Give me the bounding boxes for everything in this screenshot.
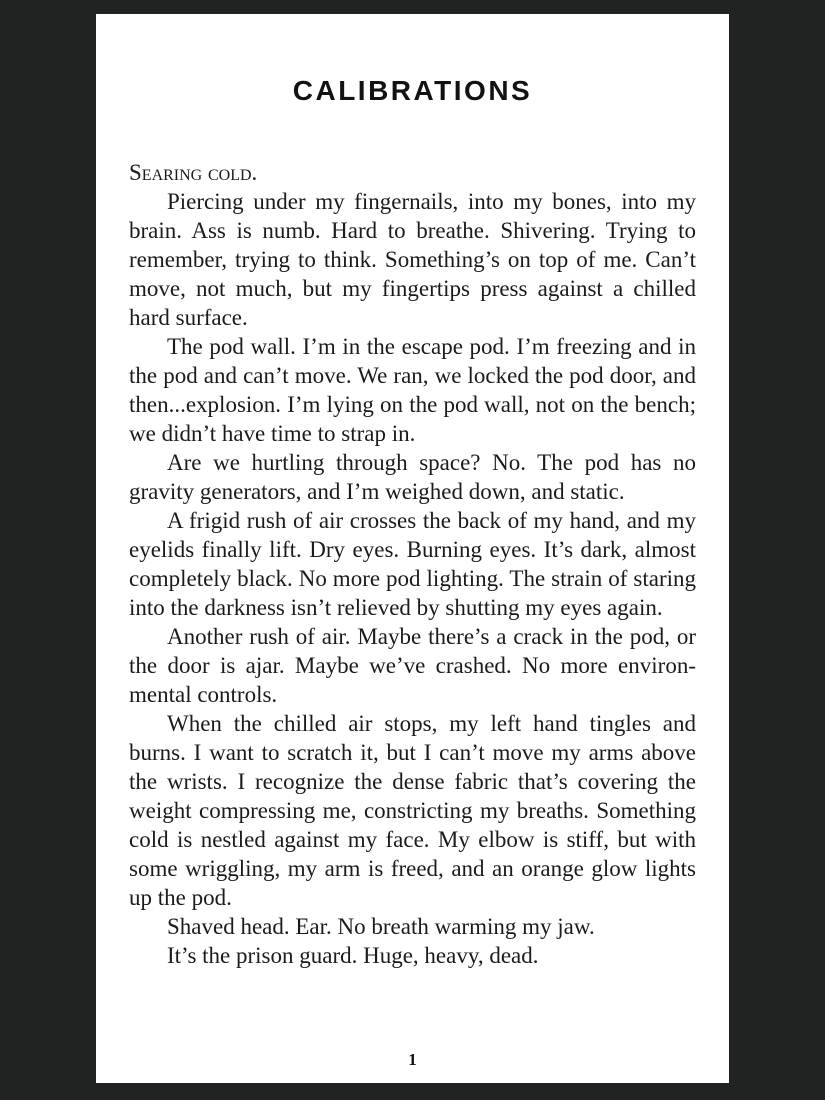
opening-paragraph: Searing cold. [129, 159, 258, 185]
paragraph: Another rush of air. Maybe there’s a crack in the pod, or the door is ajar. Maybe we’ve crashed. No more environmental controls. [129, 623, 696, 707]
paragraph: Are we hurtling through space? No. The pod has no gravity generators, and I’m weighed down, and static. [129, 449, 696, 504]
book-page [96, 14, 729, 1083]
page-footer [129, 1050, 696, 1083]
paragraph: Piercing under my fingernails, into my bones, into my brain. Ass is numb. Hard to breathe. Shivering. Trying to remember, trying to think. Something’s on top of me. Can’t move, not much, but my fingertips press against a chilled hard surface. [129, 188, 696, 330]
chapter-title: CALIBRATIONS [292, 75, 533, 106]
paragraph: It’s the prison guard. Huge, heavy, dead. [167, 942, 539, 968]
paragraph: The pod wall. I’m in the escape pod. I’m freezing and in the pod and can’t move. We ran, we locked the pod door, and then...explosion. I’m lying on the pod wall, not on the bench; we didn’t have time to strap in. [129, 333, 696, 446]
paragraph: Shaved head. Ear. No breath warming my jaw. [167, 913, 595, 939]
page-number: 1 [408, 1050, 417, 1069]
paragraph: When the chilled air stops, my left hand tingles and burns. I want to scratch it, but I can’t move my arms above the wrists. I recognize the dense fabric that’s covering the weight compressing me, constricting my breaths. Something cold is nestled against my face. My elbow is stiff, but with some wriggling, my arm is freed, and an orange glow lights up the pod. [129, 710, 696, 910]
chapter-body [129, 158, 696, 970]
paragraph: A frigid rush of air crosses the back of my hand, and my eyelids finally lift. Dry eyes. Burning eyes. It’s dark, almost completely black. No more pod lighting. The strain of staring into the darkness isn’t relieved by shutting my eyes again. [129, 507, 696, 620]
